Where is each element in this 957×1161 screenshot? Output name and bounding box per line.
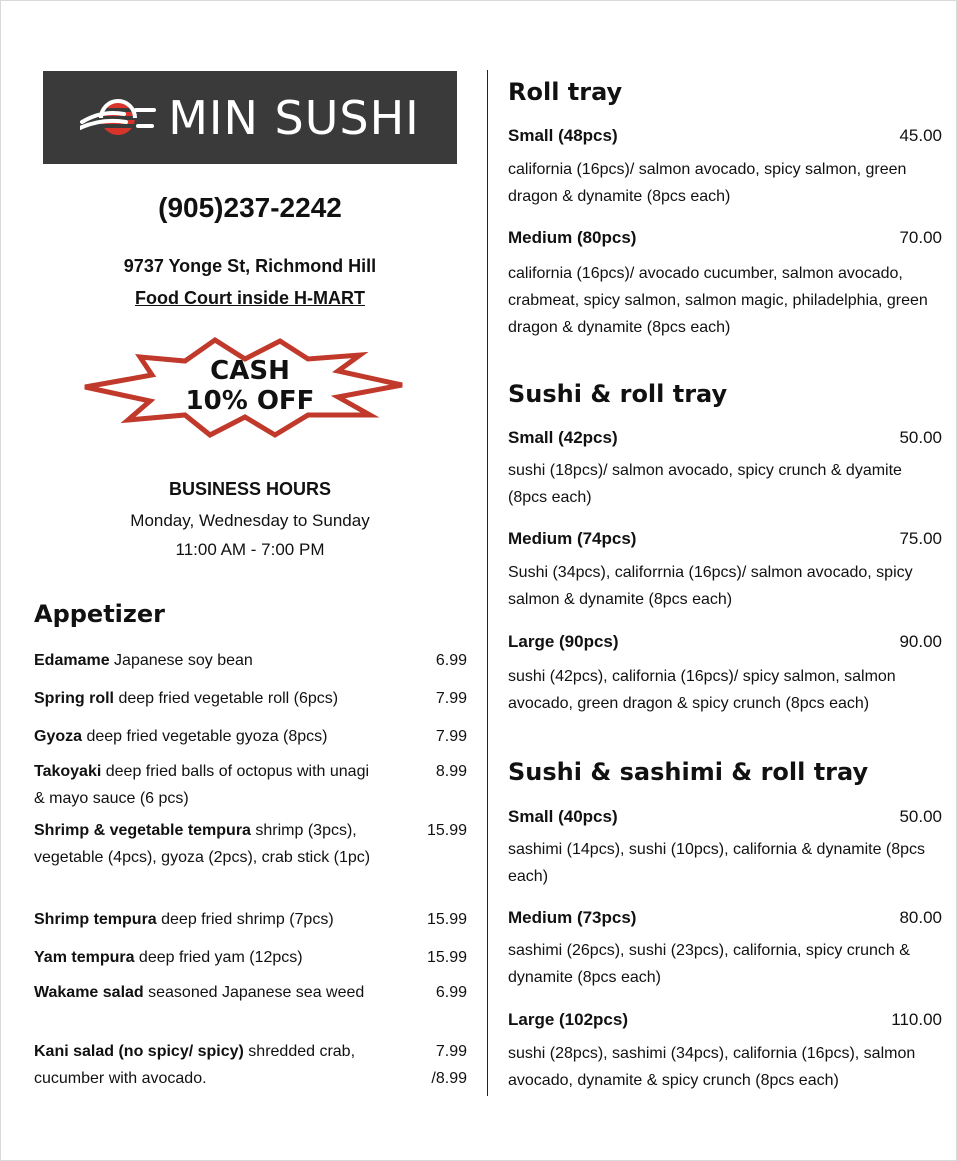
tray-desc: sashimi (14pcs), sushi (10pcs), california & dynamite (8pcs each): [508, 841, 926, 885]
promo-line2: 10% OFF: [185, 386, 315, 416]
item-price: 6.99: [435, 984, 467, 1001]
item-name: Gyoza: [34, 728, 83, 745]
hours-title: BUSINESS HOURS: [168, 479, 332, 499]
item-desc: shredded crab, cucumber with avocado.: [34, 1043, 356, 1087]
item-name: Wakame salad: [34, 984, 144, 1001]
tray-desc: sushi (42pcs), california (16pcs)/ spicy salmon, salmon avocado, green dragon & spicy crunch (8pcs each): [508, 668, 896, 712]
tray-desc: sashimi (26pcs), sushi (23pcs), california, spicy crunch & dynamite (8pcs each): [508, 942, 910, 986]
tray-size-row: [508, 1010, 942, 1030]
tray-size-row: [508, 126, 942, 146]
item-desc: seasoned Japanese sea weed: [143, 984, 365, 1001]
tray-size: Small (42pcs): [508, 428, 618, 447]
menu-item: [34, 1038, 469, 1092]
promo-line1: CASH: [210, 356, 290, 386]
roll-tray-title: Roll tray: [508, 78, 623, 106]
tray-size-row: [508, 428, 942, 448]
tray-size: Large (90pcs): [508, 632, 619, 651]
tray-desc: Sushi (34pcs), califorrnia (16pcs)/ salmon avocado, spicy salmon & dynamite (8pcs each): [508, 564, 913, 608]
item-desc: deep fried vegetable gyoza (8pcs): [82, 728, 328, 745]
tray-size-row: [508, 228, 942, 248]
tray-size: Medium (80pcs): [508, 228, 637, 247]
item-price-group: [431, 1038, 467, 1092]
item-price: 15.99: [426, 949, 467, 966]
column-divider: [487, 70, 488, 1096]
item-price: 6.99: [435, 652, 467, 669]
item-price: 8.99: [435, 763, 467, 780]
tray-size-row: [508, 632, 942, 652]
item-price: 15.99: [426, 822, 467, 839]
item-price-alt: /8.99: [431, 1070, 467, 1087]
menu-item: [34, 647, 469, 674]
address-line2: Food Court inside H-MART: [135, 288, 365, 308]
phone-number: (905)237-2242: [158, 192, 342, 223]
item-name: Edamame: [34, 652, 110, 669]
tray-price: 50.00: [899, 428, 942, 447]
tray-price: 45.00: [899, 126, 942, 145]
promo-text: [80, 356, 420, 416]
tray-price: 110.00: [891, 1010, 942, 1029]
item-name: Takoyaki: [34, 763, 102, 780]
tray-price: 90.00: [899, 632, 942, 651]
menu-item: [34, 979, 469, 1006]
hours-time: 11:00 AM - 7:00 PM: [175, 540, 325, 559]
item-desc: deep fried vegetable roll (6pcs): [114, 690, 339, 707]
menu-item: [34, 685, 469, 712]
item-desc: deep fried yam (12pcs): [134, 949, 303, 966]
item-price: 15.99: [426, 911, 467, 928]
tray-size: Large (102pcs): [508, 1010, 628, 1029]
item-desc: shrimp (3pcs), vegetable (4pcs), gyoza (2pcs), crab stick (1pc): [34, 822, 371, 866]
item-desc: deep fried shrimp (7pcs): [156, 911, 334, 928]
menu-item: [34, 758, 469, 812]
item-desc: Japanese soy bean: [109, 652, 253, 669]
tray-size-row: [508, 529, 942, 549]
tray-size: Medium (73pcs): [508, 908, 637, 927]
tray-price: 75.00: [899, 529, 942, 548]
appetizer-title: Appetizer: [34, 600, 165, 628]
address-line1: 9737 Yonge St, Richmond Hill: [123, 256, 377, 276]
tray-price: 50.00: [899, 807, 942, 826]
item-name: Shrimp & vegetable tempura: [34, 822, 251, 839]
tray-price: 70.00: [899, 228, 942, 247]
tray-desc: california (16pcs)/ avocado cucumber, salmon avocado, crabmeat, spicy salmon, salmon magic, philadelphia, green dragon & dynamite (8pcs each): [508, 265, 928, 336]
menu-item: [34, 944, 469, 971]
item-name: Yam tempura: [34, 949, 135, 966]
tray-size-row: [508, 807, 942, 827]
tray-size-row: [508, 908, 942, 928]
tray-size: Small (40pcs): [508, 807, 618, 826]
tray-price: 80.00: [899, 908, 942, 927]
tray-desc: sushi (18pcs)/ salmon avocado, spicy crunch & dyamite (8pcs each): [508, 462, 902, 506]
tray-desc: california (16pcs)/ salmon avocado, spicy salmon, green dragon & dynamite (8pcs each): [508, 161, 907, 205]
item-name: Shrimp tempura: [34, 911, 157, 928]
logo-text: MIN SUSHI: [168, 90, 420, 145]
menu-item: [34, 906, 469, 933]
hours-days: Monday, Wednesday to Sunday: [130, 511, 370, 530]
tray-size: Small (48pcs): [508, 126, 618, 145]
sushi-roll-tray-title: Sushi & roll tray: [508, 380, 728, 408]
item-name: Spring roll: [34, 690, 114, 707]
tray-size: Medium (74pcs): [508, 529, 637, 548]
menu-item: [34, 817, 469, 871]
item-price: 7.99: [435, 728, 467, 745]
menu-item: [34, 723, 469, 750]
sushi-logo-icon: [80, 96, 156, 140]
item-price: 7.99: [435, 1043, 467, 1060]
item-name: Kani salad (no spicy/ spicy): [34, 1043, 244, 1060]
item-desc: deep fried balls of octopus with unagi & mayo sauce (6 pcs): [34, 763, 370, 807]
sashimi-tray-title: Sushi & sashimi & roll tray: [508, 758, 869, 786]
tray-desc: sushi (28pcs), sashimi (34pcs), california (16pcs), salmon avocado, dynamite & spicy crunch (8pcs each): [508, 1045, 916, 1089]
item-price: 7.99: [435, 690, 467, 707]
logo-banner: [43, 71, 457, 164]
